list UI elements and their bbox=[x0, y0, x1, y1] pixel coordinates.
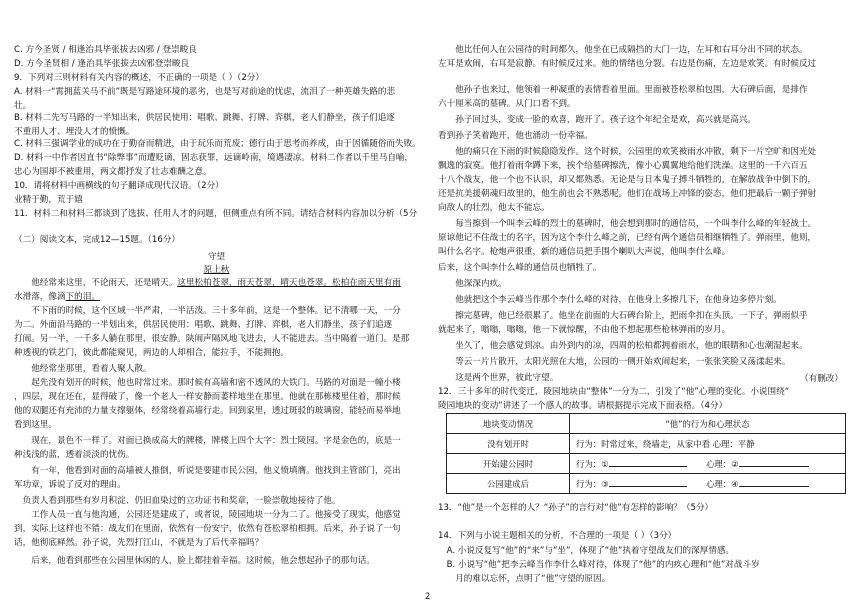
q9-option-a-line2: 壮。 bbox=[14, 101, 32, 111]
table-row bbox=[447, 474, 846, 494]
source-note: （有删改） bbox=[800, 374, 843, 384]
r-paragraph-13 bbox=[438, 372, 558, 384]
table-header-behavior: “他”的行为和心理状态 bbox=[570, 414, 846, 434]
r-paragraph-2-line1 bbox=[438, 84, 808, 96]
paragraph-1-line2 bbox=[14, 291, 100, 303]
story-author bbox=[14, 264, 419, 276]
p4-l1: 起先没有划开的时候，他也时常过来。那时候有高墙和密不透风的大铁门。马路的对面是一幢小楼 bbox=[31, 378, 401, 388]
q9-option-c: C. 材料三强调学业的成功在于勤奋而精进，由于玩乐而荒废；德行由于思考而养成，由于因循随俗而失败。 bbox=[14, 139, 421, 149]
paragraph-2-line1 bbox=[14, 305, 401, 317]
page-number: 2 bbox=[425, 591, 431, 601]
table-cell-behavior bbox=[570, 454, 846, 474]
r11-text: 坐久了，他会感觉到凉。由外到内的凉，四周的松柏都拥着雨水，他的眼睛和心也潮湿起来。 bbox=[455, 341, 808, 351]
q12-stem-line2: 陵园地块的变动”讲述了一个感人的故事。请根据提示完成下面表格。（4分） bbox=[438, 401, 728, 411]
paragraph-4-line1 bbox=[14, 377, 401, 389]
p1-text-b: 水滑落，像滴 bbox=[14, 292, 66, 302]
author-name: 原上秋 bbox=[203, 265, 230, 275]
r-paragraph-9 bbox=[438, 294, 782, 306]
paragraph-2-line2: 为二。外面沿马路的一半划出来，供居民使用：唱歌、跳舞、打牌、弈棋，老人们静坐，孩子们追逐 bbox=[14, 320, 393, 330]
p8-l1: 工作人员一直与他沟通，公园还是建成了，或者说，陵园地块一分为二了。他接受了现实，他感觉 bbox=[31, 510, 401, 520]
paragraph-3 bbox=[14, 363, 152, 375]
q9-option-b-line1: B. 材料二先写马路的一半知出来，供居民使用：唱歌、跳舞、打牌、弈棋，老人们静坐，孩子们追逐 bbox=[14, 113, 395, 123]
paragraph-2-line4: 种透视的铁艺门，彼此都能窥见，两边的人却相合，能拉手，不能拥抱。 bbox=[14, 348, 290, 358]
r-paragraph-10-line2: 就起来了，嗡嗡，嗡嗡，他一下就惊醒，不由他不想起那些枪林弹雨的岁月。 bbox=[438, 325, 731, 335]
r-paragraph-6-line1 bbox=[438, 218, 816, 230]
paragraph-2-line3: 打闹。另一半，一千多人躺在那里，很安静。陕闹声隔风地飞进去，人不能进去。当中隔着一道门。是那 bbox=[14, 334, 410, 344]
table-cell-behavior bbox=[570, 474, 846, 494]
r13-text: 这是两个世界，彼此守望。 bbox=[455, 373, 559, 383]
r8-text: 他深深内疚。 bbox=[455, 279, 507, 289]
r-paragraph-1-line2: 左耳是欢闹，右耳是寂静。有时候反过来。他的情绪也分裂。右边是伤痛，左边是欢笑。有时候反过 bbox=[438, 59, 817, 69]
blank-3-line[interactable] bbox=[609, 477, 687, 487]
paragraph-1-line1 bbox=[14, 277, 401, 289]
paragraph-5-line2: 种浅浅的蓝，透着淡淡的忧伤。 bbox=[14, 450, 135, 460]
r6-l1: 每当擦到一个叫李云峰的烈士的墓碑时，他会想到那时的通信员，一个叫李什么峰的年轻战士。 bbox=[455, 219, 817, 229]
q14-stem: 14．下列与小说主题相关的分析，不合理的一项是（ ）（3分） bbox=[438, 531, 677, 541]
q14-a-text: A. 小说反复写“他”的“来”与“坐”，体现了“他”执着守望战友们的深厚情感。 bbox=[446, 546, 735, 556]
p2-l1: 不下雨的时候，这个区域一半严肃，一半活泼。三十多年前，这是一个整体。记不清哪一天，一分 bbox=[31, 306, 401, 316]
p1-underlined-a: 这里松柏苍翠，雨天苍翠，晴天也苍翠。 bbox=[177, 278, 332, 288]
q9-option-d-line2: 忠心为国却不被重用，两文都抒发了壮志难酬之意。 bbox=[14, 167, 212, 177]
paragraph-7 bbox=[14, 495, 341, 507]
q12-stem-line1: 12．三十多年的时代变迁，陵园地块由“整体”一分为二，引发了“他”心理的变化。小说围绕“ bbox=[438, 387, 790, 397]
table-cell-stage: 公园建成后 bbox=[447, 474, 570, 494]
p7-text: 负责人看到那些有岁月积淀、仍旧血染过的立功证书和奖章，一脸崇敬地接待了他。 bbox=[22, 496, 341, 506]
blank-2-label: 心理：② bbox=[706, 459, 739, 469]
paragraph-4-line3: 他的双腿还有充沛的力量支撑躯体，经常绕着高墙行走。回到家里，透过斑驳的玻璃窗，能轻而易举地 bbox=[14, 406, 401, 416]
r-paragraph-5-line1 bbox=[438, 146, 816, 158]
table-row bbox=[447, 454, 846, 474]
q14-option-b-line2 bbox=[438, 573, 610, 585]
r10-l1: 擦完墓碑，他已经很累了。他坐在前面的大石碑台阶上，把雨伞扣在头顶。一下子，弹雨似乎 bbox=[455, 311, 808, 321]
q12-answer-table bbox=[446, 413, 846, 494]
q14-b-text2: 月的难以忘怀，点明了“他”守望的原因。 bbox=[455, 574, 611, 584]
p3-text: 他经常坐那里，看着人聚人散。 bbox=[31, 364, 152, 374]
r-paragraph-12 bbox=[438, 356, 790, 368]
r-paragraph-6-line3: 叫什么名字。枪炮声很重，新的通信员把手围个喇叭大声说，他叫李什么峰。 bbox=[438, 247, 731, 257]
blank-4-label: 心理：④ bbox=[706, 479, 739, 489]
r-paragraph-8 bbox=[438, 278, 507, 290]
r9-text: 他就把这个李云峰当作那个李什么峰的对待，在他身上多擦几下，在他身边多停片刻。 bbox=[455, 295, 782, 305]
table-header-plot: 地块变动情况 bbox=[447, 414, 570, 434]
blank-4-line[interactable] bbox=[739, 477, 809, 487]
q11-stem: 11．材料二和材料三都谈到了选拔、任用人才的问题，但侧重点有所不同。请结合材料内容加以分析（5分 bbox=[14, 209, 418, 219]
q14-option-b-line1 bbox=[438, 559, 760, 571]
r-paragraph-4: 看到孙子笑着跑开，他也涌动一份幸福。 bbox=[438, 131, 593, 141]
section-2-heading: （二）阅读文本，完成12—15题。（16分） bbox=[14, 235, 181, 245]
p6-l1: 有一年，他看到对面的高墙被人推倒，听说是要建市民公园，他义愤填膺。他找到主管部门，亮出 bbox=[31, 466, 401, 476]
r-paragraph-1-line1 bbox=[438, 44, 808, 56]
q8-option-d: D. 方今圣贤相 / 逢治具毕张拔去凶邪登崇畯良 bbox=[14, 59, 190, 69]
r-paragraph-11 bbox=[438, 340, 808, 352]
p5-l1: 现在，景色不一样了。对面已换成高大的牌楼，牌楼上四个大字：烈士陵园。字是金色的，底是一 bbox=[31, 436, 401, 446]
r2-l1: 他孙子也来过，他领着一种凝重的表情看着里面。里面被苍松翠柏包围，大石碑后面，是排作 bbox=[455, 85, 808, 95]
q10-stem: 10．请将材料中画横线的句子翻译成现代汉语。（2分） bbox=[14, 181, 224, 191]
table-cell-behavior: 行为：时常过来，绕墙走，从家中看 心理：平静 bbox=[570, 434, 846, 454]
blank-1-line[interactable] bbox=[609, 457, 687, 467]
blank-2-line[interactable] bbox=[739, 457, 809, 467]
q14-b-text: B. 小说写“他”把李云峰当作李什么峰对待，体现了“他”的内疚心理和“他”对战斗岁 bbox=[446, 560, 760, 570]
p9-text: 后来，他看到那些在公园里休闲的人，脸上都挂着幸福。这时候，他会想起孙子的那句话。 bbox=[31, 556, 375, 566]
table-cell-stage: 开始建公园时 bbox=[447, 454, 570, 474]
blank-1-label: 行为：① bbox=[576, 459, 609, 469]
q13-stem: 13．“他”是一个怎样的人？“孙子”的言行对“他”有怎样的影响？（5分） bbox=[438, 503, 714, 513]
p1-text-a: 他经常来这里，不论雨天，还是晴天。 bbox=[31, 278, 178, 288]
r-paragraph-1-line3: 六十厘米高的墓碑。从门口看不到。 bbox=[438, 99, 576, 109]
table-cell-stage: 没有划开时 bbox=[447, 434, 570, 454]
r-paragraph-5-line2: 飘逸的寂寞。他打着雨伞蹲下来，挨个给墓碑擦洗，像小心翼翼地给他们洗澡。这里的一千六百五 bbox=[438, 161, 808, 171]
q10-sentence: 业精于勤，荒于嬉 bbox=[14, 195, 83, 205]
q9-stem: 9．下列对三则材料有关内容的概述，不正确的一项是（ ）（2分） bbox=[14, 73, 264, 83]
r-paragraph-5-line4: 还是抗美援朝魂归故里的，他生前也会不熟悉呢。他们在战场上冲锋的姿态，他们把最后一颗子弹射 bbox=[438, 189, 817, 199]
paragraph-8-line1 bbox=[14, 509, 401, 521]
paragraph-8-line3: 话，他彻底释然。孙子说，先烈打江山，不就是为了后代幸福吗？ bbox=[14, 538, 264, 548]
r-paragraph-3 bbox=[438, 114, 756, 126]
paragraph-6-line1 bbox=[14, 465, 401, 477]
r3-text: 孙子回过头，变成一脸的欢喜，跑开了。孩子这个年纪全是欢，高兴就是高兴。 bbox=[455, 115, 756, 125]
r-paragraph-6-line2: 原谅他记不住战士的名字，因为这个李什么峰之前，已经有两个通信员相继牺牲了。弹雨里，他则， bbox=[438, 233, 817, 243]
paragraph-9 bbox=[14, 555, 375, 567]
p1-underlined-b: 松柏在雨天里有雨 bbox=[332, 278, 401, 288]
paragraph-8-line2: 到，实际上这样也不错：战友们在里面，依然有一份安宁，依然有苍松翠柏相拥。后来，孙子说了一句 bbox=[14, 524, 401, 534]
q8-option-c: C. 方今圣贤 / 相逢治具毕张拔去凶邪 / 登崇畯良 bbox=[14, 45, 197, 55]
paragraph-4-line4: 看到这里。 bbox=[14, 420, 57, 430]
r-paragraph-5-line5: 向敌人的壮烈，他太不能忘。 bbox=[438, 203, 550, 213]
q9-option-d-line1: D. 材料一中作者因直书“除弊事”而遭贬谪，固志获罪，远谪岭南，境遇凄凉。材料二作者以千里马自喻， bbox=[14, 153, 414, 163]
r12-text: 等云一片片散开，太阳光照在大地，公园的一侧开始欢闹起来，一张张笑脸又荡漾起来。 bbox=[455, 357, 791, 367]
r-paragraph-7: 后来，这个叫李什么峰的通信员也牺牲了。 bbox=[438, 263, 602, 273]
blank-3-label: 行为：③ bbox=[576, 479, 609, 489]
p1-underlined-c: 下的泪。 bbox=[65, 292, 100, 302]
r-paragraph-10-line1 bbox=[438, 310, 808, 322]
table-row bbox=[447, 434, 846, 454]
paragraph-4-line2: ，四层，现在还在，显得破了，像一个老人一样安静而萎样地坐在那里。他就在那栋楼里住着，那时候 bbox=[14, 392, 401, 402]
r-paragraph-5-line3: 十八个战友，他一个也不认识，却又都熟悉。无论是与日本鬼子搏斗牺牲的，在解放战争中倒下的， bbox=[438, 175, 817, 185]
q9-option-b-line2: 不重用人才、埋没人才的愤慨。 bbox=[14, 127, 135, 137]
paragraph-6-line2: 军功章，诉说了反对的理由。 bbox=[14, 480, 126, 490]
table-header-row bbox=[447, 414, 846, 434]
q9-option-a-line1: A. 材料一“霄拥蓝关马不前”既是写路途环境的恶劣，也是写对前途的忧虑，流泪了一种英雄失路的悲 bbox=[14, 87, 396, 97]
story-title: 守望 bbox=[207, 252, 226, 262]
r5-l1: 他的痛只在下雨的时候隐隐发作。这个时候，公园里的欢笑被雨水冲散，剩下一片空旷和因光处 bbox=[455, 147, 817, 157]
r1-l1: 他比任何人在公园待的时间都久，他坐在已成隔挡的大门一边，左耳和右耳分出不同的状态。 bbox=[455, 45, 808, 55]
q14-option-a bbox=[438, 545, 734, 557]
paragraph-5-line1 bbox=[14, 435, 401, 447]
